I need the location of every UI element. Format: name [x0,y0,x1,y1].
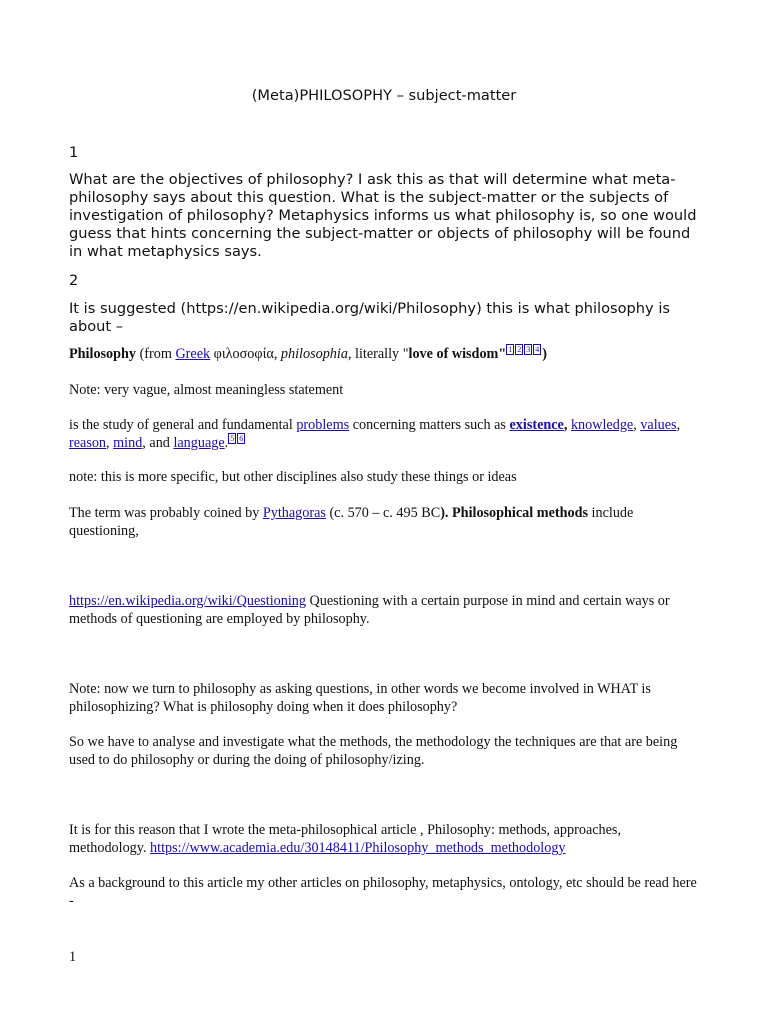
paragraph-analyse: So we have to analyse and investigate what the methods, the methodology the techniques are that are being used to do philosophy or during the doing of philosophy/izing. [69,734,678,768]
section-number-1: 1 [69,144,79,161]
text-include: include questioning, [69,505,634,539]
paragraph-suggested: It is suggested (https://en.wikipedia.org/wiki/Philosophy) this is what philosophy is about – [69,300,670,335]
link-problems[interactable]: problems [296,417,350,433]
citations-5-6 [228,434,246,443]
greek-word: φιλοσοφία, [210,346,281,362]
link-existence[interactable]: existence [509,417,564,433]
paragraph-pythagoras [69,504,699,540]
note-turn: Note: now we turn to philosophy as asking questions, in other words we become involved in WHAT is philosophizing? What is philosophy doing when it does philosophy? [69,681,651,715]
text-methods: ). Philosophical methods [440,505,588,521]
link-values[interactable]: values [640,417,677,433]
link-mind[interactable]: mind [113,435,143,451]
link-greek[interactable]: Greek [175,346,211,362]
text-from: (from [136,346,176,362]
page-title: (Meta)PHILOSOPHY – subject-matter [251,87,517,104]
text-study: is the study of general and fundamental [69,417,297,433]
citations-1-4 [506,345,542,354]
text-literally: , literally " [347,346,409,362]
link-academia[interactable]: https://www.academia.edu/30148411/Philosophy_methods_methodology [150,840,566,856]
text-questioning: Questioning with a certain purpose in mind and certain ways or methods of questioning are employed by philosophy. [69,593,670,627]
link-reason[interactable]: reason [69,435,107,451]
close-paren: ) [542,346,547,362]
paragraph-study-definition: is the study of general and fundamental problems concerning matters such as existence, knowledge, values, reason, mind, and language. $^{5 6}$ [69,417,681,451]
citation-link[interactable]: 3 [526,345,531,355]
quote-philosophy-definition [69,345,699,363]
text-concerning: concerning matters such as [349,417,510,433]
love-of-wisdom: love of wisdom" [408,346,507,362]
section-number-2: 2 [69,272,79,289]
citation-link[interactable]: 4 [535,345,540,355]
citation-link[interactable]: 5 [230,434,235,444]
link-pythagoras[interactable]: Pythagoras [262,505,326,521]
text-coined: The term was probably coined by [69,505,263,521]
note-specific: note: this is more specific, but other disciplines also study these things or ideas [69,469,517,485]
link-questioning[interactable]: https://en.wikipedia.org/wiki/Questioning [69,593,306,609]
term-philosophy: Philosophy [69,346,137,362]
paragraph-article [69,821,699,857]
note-vague: Note: very vague, almost meaningless statement [69,382,344,398]
text-dates: (c. 570 – c. 495 BC [325,505,441,521]
paragraph-objectives: What are the objectives of philosophy? I ask this as that will determine what meta-philosophy says about this question. What is the subject-matter or the subjects of investigation of philosophy? Metaphysics informs us what philosophy is, so one would guess that hints concerning the subject-matter or objects of philosophy will be found in what metaphysics says. [69,171,697,260]
citation-link[interactable]: 2 [517,345,522,355]
text-and: , and [142,435,174,451]
text-article: It is for this reason that I wrote the meta-philosophical article , Philosophy: methods, approaches, methodology. [69,822,621,856]
paragraph-questioning [69,592,699,628]
link-language[interactable]: language [173,435,225,451]
citation-link[interactable]: 6 [239,434,244,444]
citation-link[interactable]: 1 [508,345,513,355]
link-knowledge[interactable]: knowledge [570,417,634,433]
paragraph-background: As a background to this article my other articles on philosophy, metaphysics, ontology, etc should be read here - [69,875,697,909]
page-number: 1 [69,949,77,965]
translit: philosophia [280,346,348,362]
